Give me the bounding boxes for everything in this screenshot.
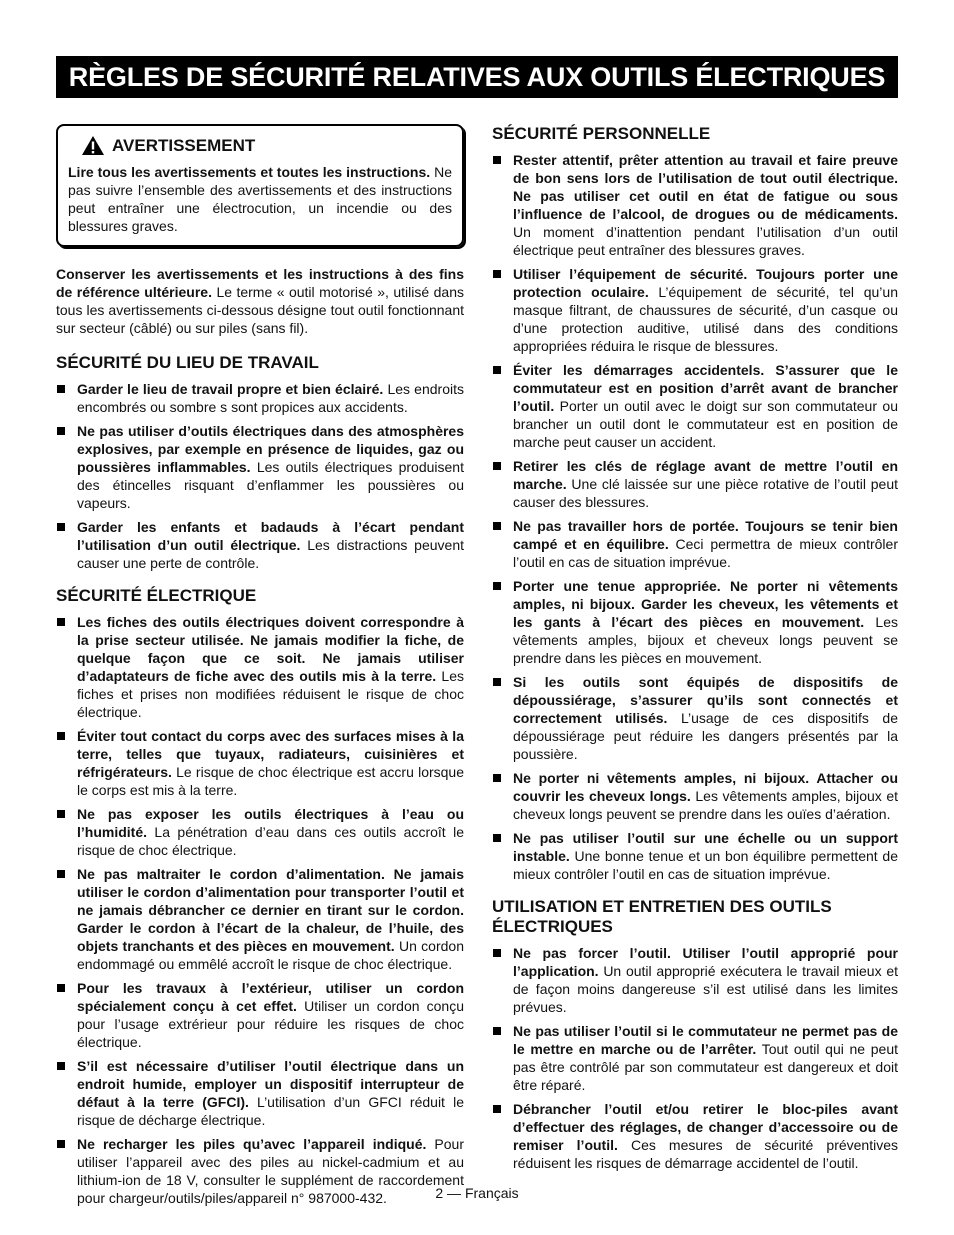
square-bullet-icon <box>493 678 501 686</box>
square-bullet-icon <box>57 618 65 626</box>
rule-text: Ceci permettra de mieux contrôler l’outil en cas de situation imprévue. <box>513 536 898 570</box>
square-bullet-icon <box>57 427 65 435</box>
warning-heading: AVERTISSEMENT <box>112 135 256 155</box>
square-bullet-icon <box>493 834 501 842</box>
rule-item <box>56 805 464 859</box>
square-bullet-icon <box>57 1140 65 1148</box>
rule-bold-text: Garder le lieu de travail propre et bien éclairé. <box>77 381 384 397</box>
rule-bold-text: Éviter tout contact du corps avec des surfaces mises à la terre, telles que tuyaux, radiateurs, cuisinières et réfrigérateurs. <box>77 728 464 780</box>
rule-item <box>492 457 898 511</box>
square-bullet-icon <box>493 156 501 164</box>
rule-text: Tout outil qui ne peut pas être contrôlé par son commutateur est dangereux et doit être réparé. <box>513 1041 899 1093</box>
rule-text: Un outil approprié exécutera le travail mieux et de façon moins dangereuse s’il est utilisé dans les limites prévues. <box>513 963 898 1015</box>
rule-item <box>492 1100 898 1172</box>
rule-item <box>492 944 898 1016</box>
rule-bold-text: S’il est nécessaire d’utiliser l’outil électrique dans un endroit humide, employer un dispositif interrupteur de défaut à la terre (GFCI). <box>77 1058 464 1110</box>
rule-text: L’équipement de sécurité, tel qu’un masque filtrant, de chaussures de sécurité, d’un casque ou d’une protection auditive, utilisé dans des conditions appropriées réduira le risque de blessures. <box>513 284 898 354</box>
rule-text: Les endroits encombrés ou sombre s sont propices aux accidents. <box>77 381 464 415</box>
warning-bold: Lire tous les avertissements et toutes les instructions. <box>68 164 431 180</box>
rule-list <box>56 613 464 1207</box>
page-title: RÈGLES DE SÉCURITÉ RELATIVES AUX OUTILS ÉLECTRIQUES <box>56 56 898 98</box>
rule-list <box>56 380 464 572</box>
square-bullet-icon <box>493 1105 501 1113</box>
rule-text: La pénétration d’eau dans ces outils accroît le risque de choc électrique. <box>77 824 464 858</box>
rule-text: L’utilisation d’un GFCI réduit le risque de décharge électrique. <box>77 1094 465 1128</box>
square-bullet-icon <box>493 270 501 278</box>
left-column <box>56 124 464 1221</box>
rule-item <box>56 1057 464 1129</box>
rule-list <box>492 944 898 1172</box>
rule-text: Une bonne tenue et un bon équilibre permettent de mieux contrôler l’outil en cas de situation imprévue. <box>513 848 898 882</box>
sections-left <box>56 353 464 1207</box>
warning-triangle-icon <box>82 136 104 155</box>
square-bullet-icon <box>493 1027 501 1035</box>
rule-text: Une clé laissée sur une pièce rotative de l’outil peut causer des blessures. <box>513 476 898 510</box>
rule-bold-text: Ne porter ni vêtements amples, ni bijoux. Attacher ou couvrir les cheveux longs. <box>513 770 898 804</box>
sections-right <box>492 124 898 1172</box>
rule-bold-text: Ne pas exposer les outils électriques à l’eau ou l’humidité. <box>77 806 464 840</box>
square-bullet-icon <box>493 949 501 957</box>
rule-text: Les vêtements amples, bijoux et cheveux longs peuvent se prendre dans les ouïes d’aération. <box>513 788 898 822</box>
rule-bold-text: Utiliser l’équipement de sécurité. Toujours porter une protection oculaire. <box>513 266 898 300</box>
rule-text: Les fiches et prises non modifiées réduisent le risque de choc électrique. <box>77 668 464 720</box>
warning-header <box>68 136 452 155</box>
rule-item <box>56 518 464 572</box>
section-heading: SÉCURITÉ DU LIEU DE TRAVAIL <box>56 353 319 372</box>
rule-item <box>492 151 898 259</box>
rule-text: Les outils électriques produisent des étincelles risquant d’enflammer les poussières ou vapeurs. <box>77 459 464 511</box>
rule-item <box>56 422 464 512</box>
warning-body: Ne pas suivre l’ensemble des avertissements et des instructions peut entraîner une électrocution, un incendie ou des blessures graves. <box>68 164 452 234</box>
rule-item <box>492 577 898 667</box>
rule-text: Un moment d’inattention pendant l’utilisation d’un outil électrique peut entraîner des blessures graves. <box>513 224 898 258</box>
warning-box <box>56 124 464 247</box>
square-bullet-icon <box>57 810 65 818</box>
square-bullet-icon <box>57 1062 65 1070</box>
rule-item <box>492 265 898 355</box>
rule-bold-text: Ne pas utiliser l’outil si le commutateur ne permet pas de le mettre en marche ou de l’arrêter. <box>513 1023 898 1057</box>
rule-text: Les distractions peuvent causer une perte de contrôle. <box>77 537 464 571</box>
rule-bold-text: Pour les travaux à l’extérieur, utiliser un cordon spécialement conçu à cet effet. <box>77 980 464 1014</box>
rule-item <box>492 769 898 823</box>
square-bullet-icon <box>493 366 501 374</box>
rule-item <box>56 979 464 1051</box>
intro-paragraph <box>56 265 464 337</box>
square-bullet-icon <box>493 774 501 782</box>
rule-item <box>492 1022 898 1094</box>
rule-text: Utiliser un cordon conçu pour l’usage extrérieur pour réduire les risques de choc électrique. <box>77 998 465 1050</box>
rule-item <box>56 380 464 416</box>
rule-bold-text: Ne pas utiliser d’outils électriques dans des atmosphères explosives, par exemple en présence de liquides, gaz ou poussières inflammables. <box>77 423 464 475</box>
rule-item <box>492 361 898 451</box>
rule-bold-text: Porter une tenue appropriée. Ne porter ni vêtements amples, ni bijoux. Garder les cheveux, les vêtements et les gants à l’écart des pièces en mouvement. <box>513 578 898 630</box>
warning-text <box>68 163 452 235</box>
rule-bold-text: Retirer les clés de réglage avant de mettre l’outil en marche. <box>513 458 898 492</box>
square-bullet-icon <box>493 522 501 530</box>
rule-bold-text: Ne pas travailler hors de portée. Toujours se tenir bien campé et en équilibre. <box>513 518 898 552</box>
rule-text: Les vêtements amples, bijoux et cheveux longs peuvent se prendre dans les pièces en mouvement. <box>513 614 898 666</box>
rule-item <box>56 727 464 799</box>
intro-text: Le terme « outil motorisé », utilisé dans tous les avertissements ci-dessous désigne tout outil fonctionnant sur secteur (câblé) ou sur piles (sans fil). <box>56 284 464 336</box>
square-bullet-icon <box>57 385 65 393</box>
rule-bold-text: Débrancher l’outil et/ou retirer le bloc-piles avant d’effectuer des réglages, de changer d’accessoire ou de remiser l’outil. <box>513 1101 898 1153</box>
square-bullet-icon <box>493 582 501 590</box>
rule-list <box>492 151 898 883</box>
rule-bold-text: Ne pas utiliser l’outil sur une échelle ou un support instable. <box>513 830 898 864</box>
square-bullet-icon <box>57 984 65 992</box>
rule-bold-text: Ne recharger les piles qu’avec l’appareil indiqué. <box>77 1136 427 1152</box>
rule-item <box>492 517 898 571</box>
rule-item <box>492 673 898 763</box>
rule-text: Ces mesures de sécurité préventives réduisent les risques de démarrage accidentel de l’outil. <box>513 1137 899 1171</box>
rule-text: Porter un outil avec le doigt sur son commutateur ou brancher un outil dont le commutateur est en position de marche peut causer un accident. <box>513 398 898 450</box>
square-bullet-icon <box>57 870 65 878</box>
rule-bold-text: Rester attentif, prêter attention au travail et faire preuve de bon sens lors de l’utilisation de tout outil électrique. Ne pas utiliser cet outil en état de fatigue ou sous l’influence de l’alcool, de drogues ou de médicaments. <box>513 152 898 222</box>
section-heading: UTILISATION ET ENTRETIEN DES OUTILS ÉLECTRIQUES <box>492 897 832 936</box>
rule-item <box>492 829 898 883</box>
square-bullet-icon <box>57 732 65 740</box>
intro-bold: Conserver les avertissements et les instructions à des fins de référence ultérieure. <box>56 266 464 300</box>
rule-text: Pour utiliser l’appareil avec des piles au nickel-cadmium et au lithium-ion de 18 V, consulter le supplément de raccordement pour chargeur/outils/piles/appareil n° 987000-432. <box>77 1136 464 1206</box>
rule-bold-text: Éviter les démarrages accidentels. S’assurer que le commutateur est en position d’arrêt avant de brancher l’outil. <box>513 362 898 414</box>
rule-bold-text: Les fiches des outils électriques doivent correspondre à la prise secteur utilisée. Ne jamais modifier la fiche, de quelque façon que ce soit. Ne jamais utiliser d’adaptateurs de fiche avec des outils mis à la terre. <box>77 614 464 684</box>
rule-text: L’usage de ces dispositifs de dépoussiérage peut réduire les dangers présentés par la poussière. <box>513 710 898 762</box>
rule-text: Un cordon endommagé ou emmêlé accroît le risque de choc électrique. <box>77 938 464 972</box>
rule-bold-text: Ne pas maltraiter le cordon d’alimentation. Ne jamais utiliser le cordon d’alimentation pour transporter l’outil et ne jamais débrancher ce dernier en tirant sur le cordon. Garder le cordon à l’écart de la chaleur, de l’huile, des objets tranchants et des pièces en mouvement. <box>77 866 464 954</box>
section-heading: SÉCURITÉ PERSONNELLE <box>492 124 711 143</box>
rule-item <box>56 613 464 721</box>
rule-bold-text: Ne pas forcer l’outil. Utiliser l’outil approprié pour l’application. <box>513 945 898 979</box>
rule-text: Le risque de choc électrique est accru lorsque le corps est mis à la terre. <box>77 764 464 798</box>
page-footer: 2 — Français <box>435 1185 519 1201</box>
section-heading: SÉCURITÉ ÉLECTRIQUE <box>56 586 257 605</box>
square-bullet-icon <box>57 523 65 531</box>
square-bullet-icon <box>493 462 501 470</box>
rule-item <box>56 865 464 973</box>
rule-bold-text: Garder les enfants et badauds à l’écart pendant l’utilisation d’un outil électrique. <box>77 519 464 553</box>
right-column <box>492 124 898 1186</box>
rule-bold-text: Si les outils sont équipés de dispositifs de dépoussiérage, s’assurer qu’ils sont connectés et correctement utilisés. <box>513 674 898 726</box>
